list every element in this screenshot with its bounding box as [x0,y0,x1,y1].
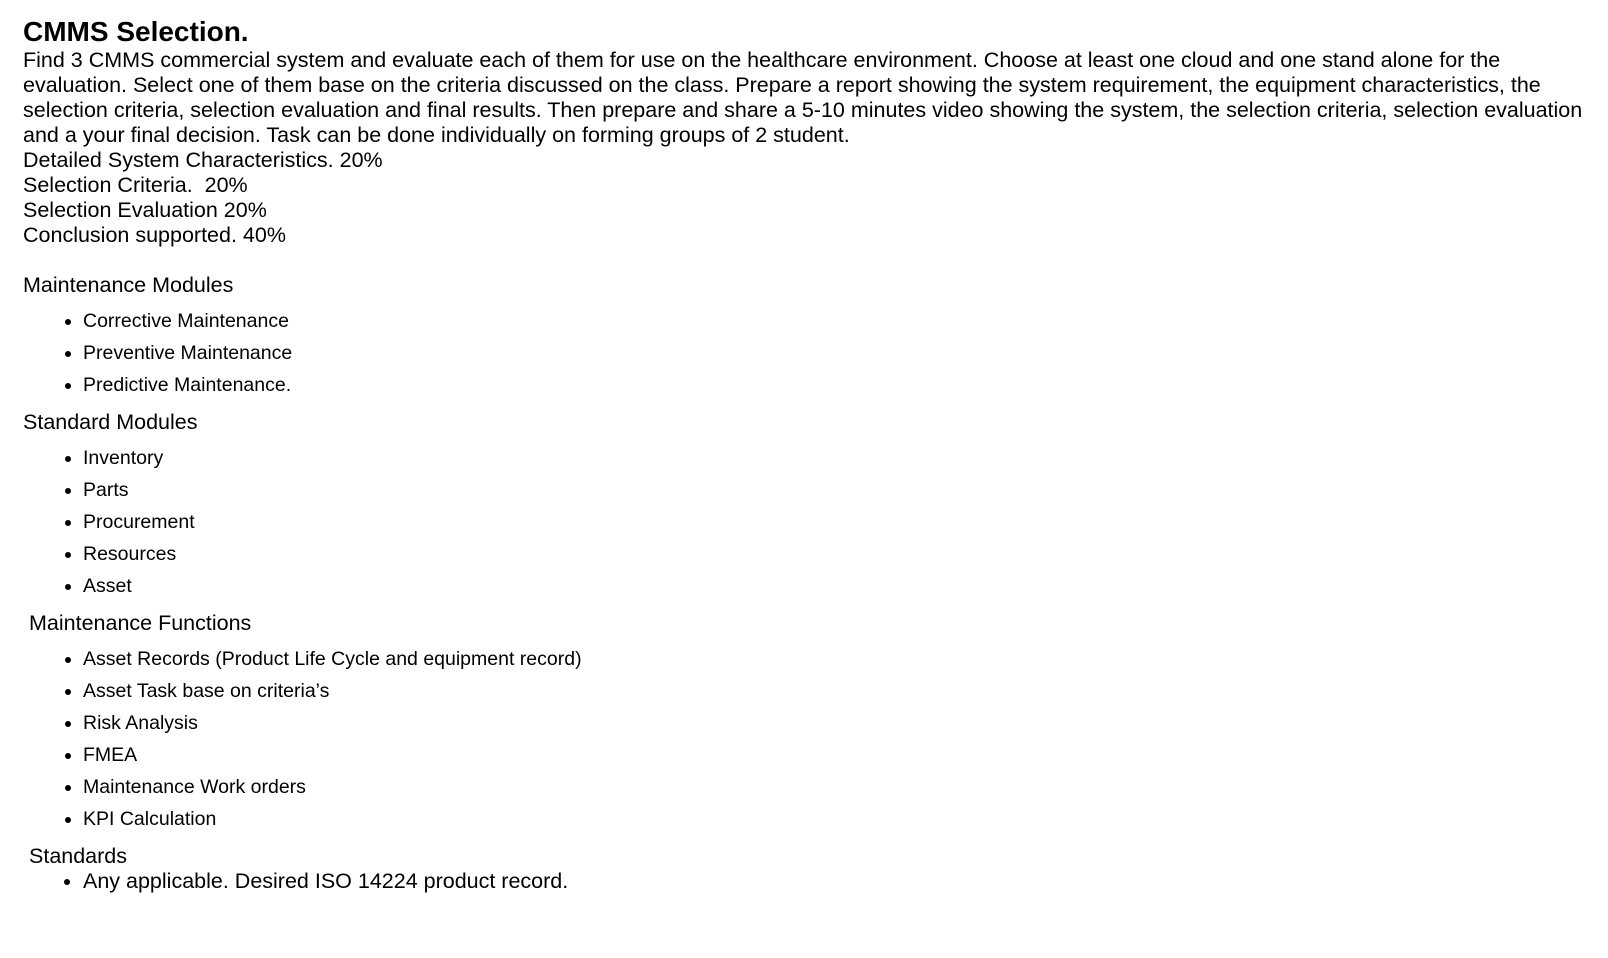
assignment-description: Find 3 CMMS commercial system and evaluate each of them for use on the healthcare environment. Choose at least one cloud and one stand alone for the evaluation. Select one of them base on the criteria discussed on the class. Prepare a report showing the system requirement, the equipment characteristics, the selection criteria, selection evaluation and final results. Then prepare and share a 5-10 minutes video showing the system, the selection criteria, selection evaluation and a your final decision. Task can be done individually on forming groups of 2 student. [23,48,1583,147]
standard-modules-list [23,447,1585,597]
grading-item: Selection Evaluation 20% [23,198,267,222]
list-item: • KPI Calculation [83,808,1585,830]
standard-modules-section [23,410,1585,597]
list-item: • Inventory [83,447,1585,469]
maintenance-functions-list [23,648,1585,830]
standards-list [23,869,1585,894]
grading-breakdown [23,148,1585,248]
list-item: • Procurement [83,511,1585,533]
page-title: CMMS Selection. [23,16,249,47]
list-item: • Resources [83,543,1585,565]
maintenance-modules-section [23,273,1585,396]
grading-item: Conclusion supported. 40% [23,223,286,247]
grading-item: Detailed System Characteristics. 20% [23,148,383,172]
maintenance-modules-list [23,310,1585,396]
section-heading: Standard Modules [23,410,198,434]
list-item: • Predictive Maintenance. [83,374,1585,396]
list-item: • FMEA [83,744,1585,766]
list-item: • Asset Records (Product Life Cycle and equipment record) [83,648,1585,670]
maintenance-functions-section [23,611,1585,830]
list-item: • Parts [83,479,1585,501]
list-item: • Preventive Maintenance [83,342,1585,364]
section-heading: Standards [29,844,128,868]
list-item: • Risk Analysis [83,712,1585,734]
list-item: • Asset Task base on criteria’s [83,680,1585,702]
list-item: • Any applicable. Desired ISO 14224 product record. [83,869,1585,894]
list-item: • Asset [83,575,1585,597]
grading-item: Selection Criteria. 20% [23,173,248,197]
standards-section [23,844,1585,894]
list-item: • Maintenance Work orders [83,776,1585,798]
section-heading: Maintenance Modules [23,273,234,297]
list-item: • Corrective Maintenance [83,310,1585,332]
section-heading: Maintenance Functions [29,611,252,635]
